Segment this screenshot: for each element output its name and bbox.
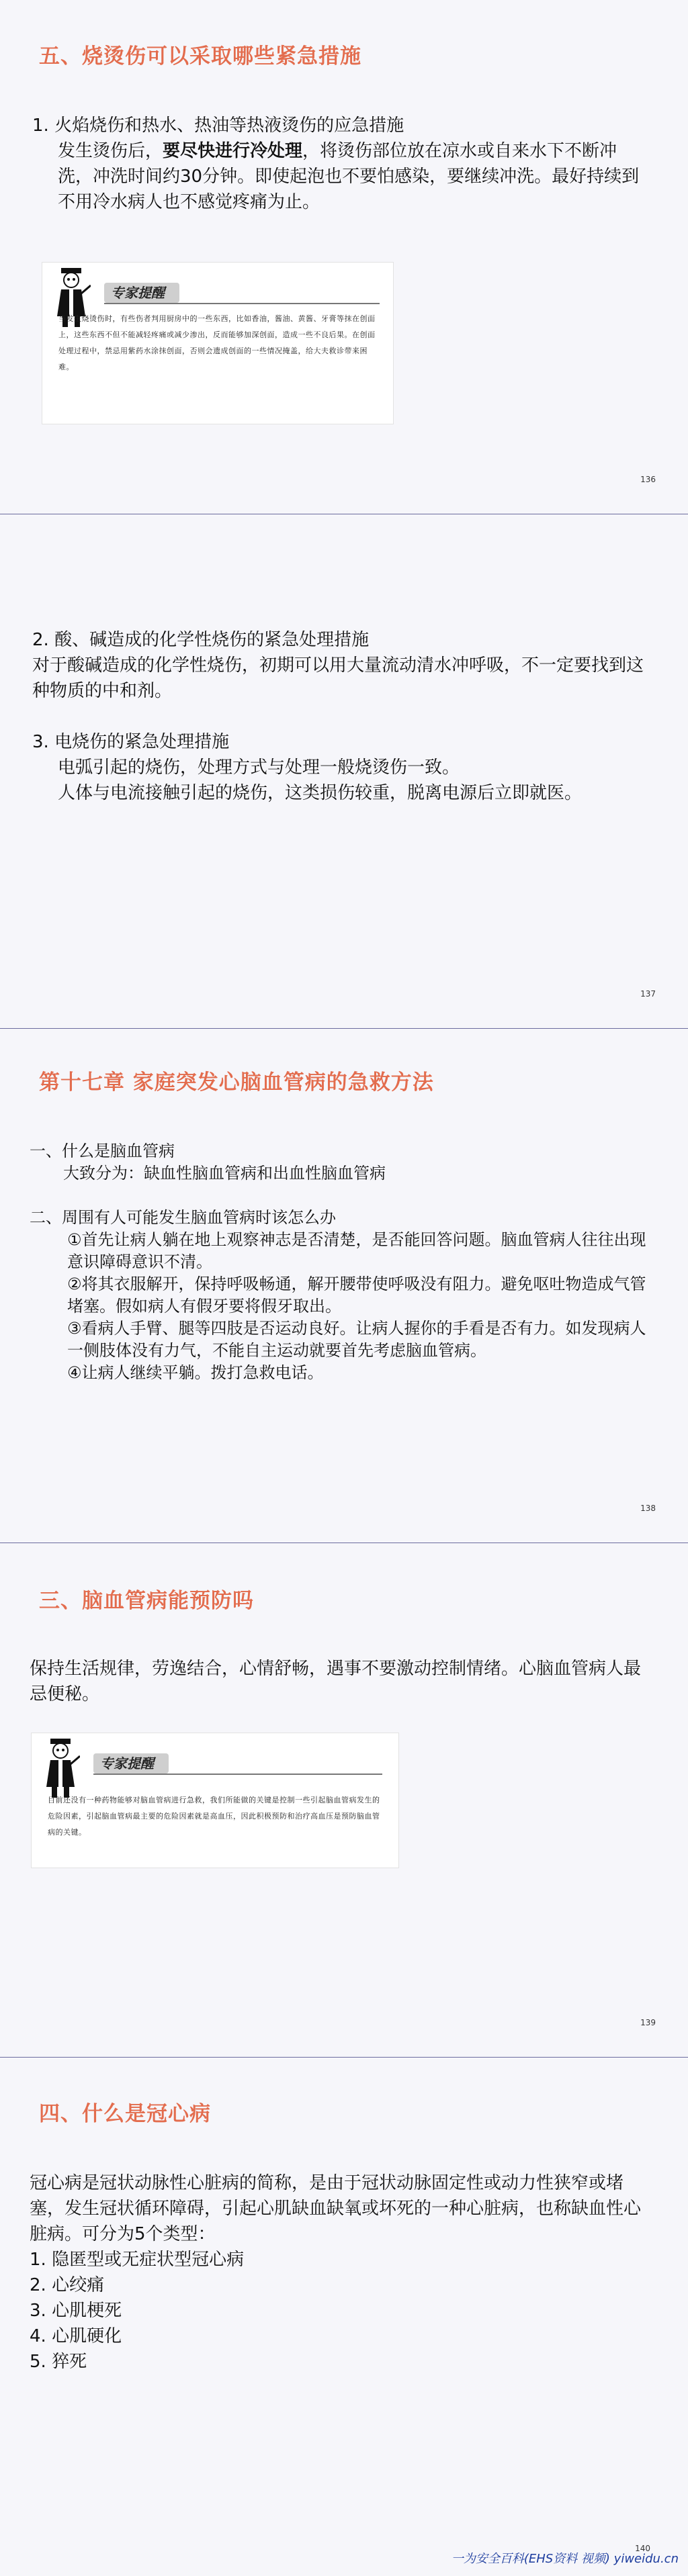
doctor-figure-icon (41, 1739, 80, 1800)
section-heading: 二、周围有人可能发生脑血管病时该怎么办 (30, 1208, 336, 1227)
slide-title: 五、烧烫伤可以采取哪些紧急措施 (39, 44, 361, 68)
paragraph: 对于酸碱造成的化学性烧伤，初期可以用大量流动清水冲呼吸，不一定要找到这种物质的中和剂。 (32, 655, 644, 701)
page-number: 137 (640, 989, 656, 999)
list-item: ③看病人手臂、腿等四肢是否运动良好。让病人握你的手看是否有力。如发现病人一侧肢体没有力气，不能自主运动就要首先考虑脑血管病。 (67, 1319, 646, 1360)
expert-tip-image (42, 262, 394, 424)
list-item: 1. 隐匿型或无症状型冠心病 (30, 2250, 245, 2270)
watermark-link[interactable]: 一为安全百科(EHS资料 视频) yiweidu.cn (451, 2552, 679, 2566)
slide-body (30, 1140, 654, 1384)
paragraph: 冠心病是冠状动脉性心脏病的简称，是由于冠状动脉固定性或动力性狭窄或堵塞，发生冠状循环障碍，引起心肌缺血缺氧或坏死的一种心脏病，也称缺血性心脏病。可分为5个类型： (30, 2173, 642, 2244)
slide-137 (0, 514, 688, 1029)
paragraph (32, 138, 650, 215)
tip-divider (93, 1774, 382, 1775)
emphasis-text: 要尽快进行冷处理 (163, 141, 303, 161)
expert-tip-banner: 专家提醒 (93, 1753, 169, 1774)
list-item: 3. 心肌梗死 (30, 2301, 122, 2321)
slide-136 (0, 0, 688, 514)
expert-tip-image (31, 1733, 399, 1868)
slide-139 (0, 1543, 688, 2058)
slide-body (32, 627, 650, 806)
page-number: 136 (640, 475, 656, 484)
list-item: ④让病人继续平躺。拨打急救电话。 (67, 1363, 324, 1382)
paragraph-text: ，将烫伤部位放在凉水或自来水下不断冲洗，冲洗时间约30分钟。即使起泡也不要怕感染，要继续冲洗。最好持续到不用冷水病人也不感觉疼痛为止。 (58, 141, 640, 212)
slide-title: 四、什么是冠心病 (39, 2102, 211, 2126)
list-item: 4. 心肌硬化 (30, 2326, 122, 2346)
tip-divider (104, 303, 380, 304)
list-item: 2. 心绞痛 (30, 2275, 105, 2295)
slide-title: 三、脑血管病能预防吗 (39, 1589, 254, 1613)
expert-tip-text: 目前还没有一种药物能够对脑血管病进行急救，我们所能做的关键是控制一些引起脑血管病发生的危险因素，引起脑血管病最主要的危险因素就是高血压，因此积极预防和治疗高血压是预防脑血管病的关键。 (48, 1796, 380, 1837)
paragraph: 保持生活规律，劳逸结合，心情舒畅，遇事不要激动控制情绪。心脑血管病人最忌便秘。 (30, 1659, 642, 1704)
expert-tip-banner: 专家提醒 (104, 283, 179, 303)
slide-body (30, 2170, 654, 2375)
slide-140 (0, 2058, 688, 2576)
section-heading: 1. 火焰烧伤和热水、热油等热液烫伤的应急措施 (32, 116, 404, 136)
page-number: 140 (635, 2544, 650, 2553)
section-heading: 3. 电烧伤的紧急处理措施 (32, 732, 230, 752)
paragraph: 人体与电流接触引起的烧伤，这类损伤较重，脱离电源后立即就医。 (58, 783, 583, 803)
paragraph: 电弧引起的烧伤，处理方式与处理一般烧烫伤一致。 (58, 757, 460, 778)
slide-title: 第十七章 家庭突发心脑血管病的急救方法 (39, 1070, 434, 1095)
paragraph: 大致分为：缺血性脑血管病和出血性脑血管病 (63, 1164, 386, 1183)
section-heading: 2. 酸、碱造成的化学性烧伤的紧急处理措施 (32, 630, 370, 650)
expert-tip-text: 当发生烧烫伤时，有些伤者判用厨房中的一些东西，比如香油，酱油、黄酱、牙膏等抹在创面上，这些东西不但不能减轻疼痛或减少渗出，反而能够加深创面，造成一些不良后果。在创面处理过程中，禁忌用紫药水涂抹创面，否则会遗成创面的一些情况掩盖，给大夫救诊带来困难。 (58, 314, 376, 371)
section-heading: 一、什么是脑血管病 (30, 1142, 175, 1160)
list-item: ①首先让病人躺在地上观察神志是否清楚，是否能回答问题。脑血管病人往往出现意识障碍意识不清。 (67, 1230, 646, 1271)
page-number: 139 (640, 2018, 656, 2027)
paragraph-text: 发生烫伤后， (58, 141, 163, 161)
slide-body (32, 113, 650, 215)
list-item: ②将其衣服解开，保持呼吸畅通，解开腰带使呼吸没有阻力。避免呕吐物造成气管堵塞。假如病人有假牙要将假牙取出。 (67, 1275, 646, 1316)
slide-138 (0, 1029, 688, 1543)
slide-body (30, 1656, 654, 1707)
list-item: 5. 猝死 (30, 2352, 87, 2372)
page-number: 138 (640, 1504, 656, 1513)
